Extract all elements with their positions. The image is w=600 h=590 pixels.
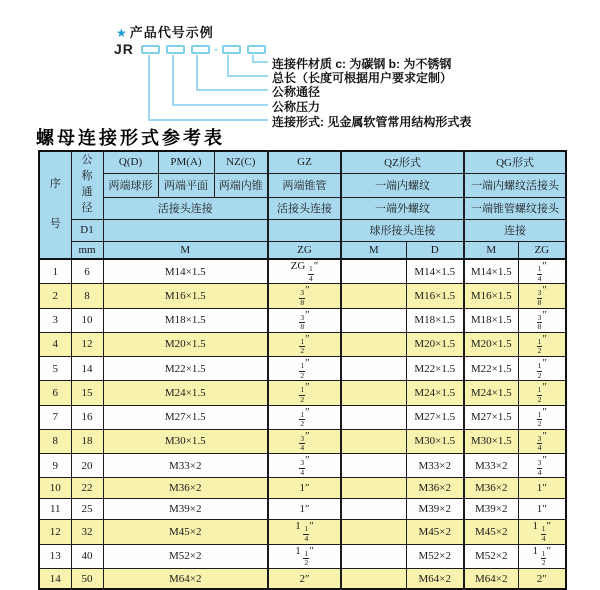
cell-m: M33×2 bbox=[103, 454, 268, 478]
cell-qz-m bbox=[341, 478, 406, 499]
cell-qg-zg: $\frac{1}{4}$ ″ bbox=[518, 259, 566, 284]
cell-qg-m: M22×1.5 bbox=[464, 357, 518, 381]
cell-qz-d: M52×2 bbox=[406, 544, 464, 568]
header-seq: 序号 bbox=[39, 151, 71, 259]
cell-qg-zg: $\frac{1}{2}$ ″ bbox=[518, 357, 566, 381]
header-union-conn: 活接头连接 bbox=[103, 197, 268, 219]
diagram-heading-text: 产品代号示例 bbox=[129, 25, 214, 40]
header-gz-conn: 活接头连接 bbox=[268, 197, 341, 219]
table-row bbox=[39, 520, 566, 544]
header-qz-unit-m: M bbox=[341, 241, 406, 259]
cell-m: M27×1.5 bbox=[103, 405, 268, 429]
cell-dn: 15 bbox=[71, 381, 103, 405]
cell-dn: 40 bbox=[71, 544, 103, 568]
cell-qg-m: M27×1.5 bbox=[464, 405, 518, 429]
nut-connection-table bbox=[38, 150, 567, 590]
header-qg-desc1: 一端内螺纹活接头 bbox=[464, 173, 566, 197]
table-row bbox=[39, 544, 566, 568]
cell-m: M52×2 bbox=[103, 544, 268, 568]
header-pm-desc: 两端平面 bbox=[158, 173, 214, 197]
cell-dn: 18 bbox=[71, 429, 103, 453]
cell-m: M45×2 bbox=[103, 520, 268, 544]
cell-qz-d: M39×2 bbox=[406, 499, 464, 520]
cell-qg-zg: 1″ bbox=[518, 499, 566, 520]
header-qz-desc2: 一端外螺纹 bbox=[341, 197, 464, 219]
cell-gz: $\frac{1}{2}$ ″ bbox=[268, 381, 341, 405]
cell-qg-zg: $\frac{1}{2}$ ″ bbox=[518, 381, 566, 405]
cell-seq: 2 bbox=[39, 284, 71, 308]
cell-m: M22×1.5 bbox=[103, 357, 268, 381]
table-row bbox=[39, 332, 566, 356]
header-qz-unit-d: D bbox=[406, 241, 464, 259]
cell-qg-zg: $\frac{1}{2}$ ″ bbox=[518, 332, 566, 356]
cell-qz-d: M20×1.5 bbox=[406, 332, 464, 356]
diagram-heading bbox=[116, 22, 214, 41]
header-qg-unit-zg: ZG bbox=[518, 241, 566, 259]
header-spacer-gz bbox=[268, 219, 341, 241]
cell-qz-d: M27×1.5 bbox=[406, 405, 464, 429]
cell-qz-d: M64×2 bbox=[406, 568, 464, 589]
code-box-2 bbox=[166, 45, 185, 54]
cell-qg-zg: $\frac{3}{4}$ ″ bbox=[518, 454, 566, 478]
cell-seq: 12 bbox=[39, 520, 71, 544]
cell-qz-m bbox=[341, 357, 406, 381]
header-m-unit: M bbox=[103, 241, 268, 259]
cell-qg-zg: 1 $\frac{1}{2}$ ″ bbox=[518, 544, 566, 568]
header-spacer-m bbox=[103, 219, 268, 241]
cell-qg-zg: 1″ bbox=[518, 478, 566, 499]
cell-dn: 50 bbox=[71, 568, 103, 589]
cell-qg-m: M30×1.5 bbox=[464, 429, 518, 453]
cell-qz-d: M14×1.5 bbox=[406, 259, 464, 284]
leader-line-5 bbox=[252, 55, 268, 63]
label-material: 连接件材质 c: 为碳钢 b: 为不锈钢 bbox=[272, 57, 452, 71]
cell-qg-m: M20×1.5 bbox=[464, 332, 518, 356]
cell-seq: 6 bbox=[39, 381, 71, 405]
table-body bbox=[39, 259, 566, 589]
cell-qg-zg: $\frac{3}{4}$ ″ bbox=[518, 429, 566, 453]
cell-qg-zg: 2″ bbox=[518, 568, 566, 589]
cell-seq: 8 bbox=[39, 429, 71, 453]
cell-qg-m: M36×2 bbox=[464, 478, 518, 499]
cell-gz: 1″ bbox=[268, 478, 341, 499]
header-qg-conn: 连接 bbox=[464, 219, 566, 241]
cell-qg-m: M16×1.5 bbox=[464, 284, 518, 308]
cell-qg-m: M52×2 bbox=[464, 544, 518, 568]
table-row bbox=[39, 381, 566, 405]
cell-qz-m bbox=[341, 381, 406, 405]
header-q-code: Q(D) bbox=[103, 151, 158, 173]
header-qg-unit-m: M bbox=[464, 241, 518, 259]
label-total-length: 总长（长度可根据用户要求定制） bbox=[272, 71, 453, 85]
cell-gz: 1 $\frac{1}{4}$ ″ bbox=[268, 520, 341, 544]
cell-dn: 6 bbox=[71, 259, 103, 284]
cell-dn: 25 bbox=[71, 499, 103, 520]
cell-qz-d: M45×2 bbox=[406, 520, 464, 544]
cell-seq: 10 bbox=[39, 478, 71, 499]
cell-m: M24×1.5 bbox=[103, 381, 268, 405]
cell-qz-m bbox=[341, 520, 406, 544]
cell-seq: 3 bbox=[39, 308, 71, 332]
cell-m: M64×2 bbox=[103, 568, 268, 589]
cell-seq: 14 bbox=[39, 568, 71, 589]
cell-m: M14×1.5 bbox=[103, 259, 268, 284]
table-row bbox=[39, 405, 566, 429]
cell-qz-m bbox=[341, 499, 406, 520]
cell-gz: $\frac{3}{4}$ ″ bbox=[268, 454, 341, 478]
header-qg-desc2: 一端锥管螺纹接头 bbox=[464, 197, 566, 219]
code-dash: - bbox=[213, 42, 218, 56]
cell-m: M18×1.5 bbox=[103, 308, 268, 332]
cell-dn: 10 bbox=[71, 308, 103, 332]
cell-dn: 22 bbox=[71, 478, 103, 499]
table-row bbox=[39, 499, 566, 520]
cell-qz-m bbox=[341, 332, 406, 356]
cell-qg-m: M39×2 bbox=[464, 499, 518, 520]
header-mm: mm bbox=[71, 241, 103, 259]
cell-gz: 1″ bbox=[268, 499, 341, 520]
header-dn: 公称通径 bbox=[71, 151, 103, 219]
cell-seq: 4 bbox=[39, 332, 71, 356]
cell-gz: ZG $\frac{1}{4}$ ″ bbox=[268, 259, 341, 284]
cell-gz: $\frac{3}{8}$ ″ bbox=[268, 308, 341, 332]
cell-qg-m: M14×1.5 bbox=[464, 259, 518, 284]
cell-m: M20×1.5 bbox=[103, 332, 268, 356]
header-q-desc: 两端球形 bbox=[103, 173, 158, 197]
table-title: 螺母连接形式参考表 bbox=[36, 128, 225, 148]
cell-dn: 12 bbox=[71, 332, 103, 356]
header-pm-code: PM(A) bbox=[158, 151, 214, 173]
cell-seq: 1 bbox=[39, 259, 71, 284]
cell-qz-m bbox=[341, 454, 406, 478]
cell-qz-d: M22×1.5 bbox=[406, 357, 464, 381]
cell-seq: 7 bbox=[39, 405, 71, 429]
cell-qg-m: M33×2 bbox=[464, 454, 518, 478]
cell-qz-m bbox=[341, 429, 406, 453]
cell-gz: $\frac{1}{2}$ ″ bbox=[268, 405, 341, 429]
table-row bbox=[39, 454, 566, 478]
star-icon: ★ bbox=[116, 26, 128, 40]
cell-qg-m: M45×2 bbox=[464, 520, 518, 544]
cell-gz: $\frac{1}{2}$ ″ bbox=[268, 332, 341, 356]
cell-qz-m bbox=[341, 568, 406, 589]
code-box-4 bbox=[222, 45, 241, 54]
cell-qg-zg: $\frac{1}{2}$ ″ bbox=[518, 405, 566, 429]
code-box-1 bbox=[141, 45, 160, 54]
cell-m: M39×2 bbox=[103, 499, 268, 520]
label-nominal-diameter: 公称通径 bbox=[272, 85, 321, 99]
table-row bbox=[39, 308, 566, 332]
label-nominal-pressure: 公称压力 bbox=[272, 100, 321, 114]
cell-qz-d: M18×1.5 bbox=[406, 308, 464, 332]
table-row bbox=[39, 259, 566, 284]
code-prefix: JR bbox=[114, 41, 134, 57]
header-gz-unit: ZG bbox=[268, 241, 341, 259]
cell-seq: 5 bbox=[39, 357, 71, 381]
cell-gz: $\frac{3}{4}$ ″ bbox=[268, 429, 341, 453]
cell-qz-m bbox=[341, 405, 406, 429]
header-gz-code: GZ bbox=[268, 151, 341, 173]
cell-qg-zg: $\frac{3}{8}$ ″ bbox=[518, 284, 566, 308]
cell-qg-m: M64×2 bbox=[464, 568, 518, 589]
code-box-5 bbox=[247, 45, 266, 54]
cell-seq: 9 bbox=[39, 454, 71, 478]
cell-qz-d: M33×2 bbox=[406, 454, 464, 478]
cell-dn: 8 bbox=[71, 284, 103, 308]
cell-gz: 1 $\frac{1}{2}$ ″ bbox=[268, 544, 341, 568]
cell-seq: 11 bbox=[39, 499, 71, 520]
cell-gz: $\frac{1}{2}$ ″ bbox=[268, 357, 341, 381]
header-nz-code: NZ(C) bbox=[214, 151, 268, 173]
header-gz-desc: 两端锥管 bbox=[268, 173, 341, 197]
table-row bbox=[39, 429, 566, 453]
cell-qz-m bbox=[341, 284, 406, 308]
cell-qg-m: M18×1.5 bbox=[464, 308, 518, 332]
cell-dn: 16 bbox=[71, 405, 103, 429]
header-qz-desc1: 一端内螺纹 bbox=[341, 173, 464, 197]
header-qg-code: QG形式 bbox=[464, 151, 566, 173]
cell-qz-m bbox=[341, 259, 406, 284]
cell-qz-d: M16×1.5 bbox=[406, 284, 464, 308]
cell-dn: 32 bbox=[71, 520, 103, 544]
header-nz-desc: 两端内锥 bbox=[214, 173, 268, 197]
cell-gz: $\frac{3}{8}$ ″ bbox=[268, 284, 341, 308]
cell-qz-d: M36×2 bbox=[406, 478, 464, 499]
cell-m: M36×2 bbox=[103, 478, 268, 499]
header-qz-code: QZ形式 bbox=[341, 151, 464, 173]
code-box-3 bbox=[191, 45, 210, 54]
cell-dn: 20 bbox=[71, 454, 103, 478]
cell-qz-d: M30×1.5 bbox=[406, 429, 464, 453]
table-row bbox=[39, 357, 566, 381]
header-qz-conn: 球形接头连接 bbox=[341, 219, 464, 241]
cell-qg-zg: 1 $\frac{1}{4}$ ″ bbox=[518, 520, 566, 544]
cell-dn: 14 bbox=[71, 357, 103, 381]
cell-qg-zg: $\frac{3}{8}$ ″ bbox=[518, 308, 566, 332]
cell-qz-d: M24×1.5 bbox=[406, 381, 464, 405]
cell-m: M16×1.5 bbox=[103, 284, 268, 308]
cell-qz-m bbox=[341, 308, 406, 332]
cell-qz-m bbox=[341, 544, 406, 568]
cell-qg-m: M24×1.5 bbox=[464, 381, 518, 405]
table-row bbox=[39, 284, 566, 308]
cell-seq: 13 bbox=[39, 544, 71, 568]
cell-m: M30×1.5 bbox=[103, 429, 268, 453]
cell-gz: 2″ bbox=[268, 568, 341, 589]
table-row bbox=[39, 478, 566, 499]
table-row bbox=[39, 568, 566, 589]
header-d1: D1 bbox=[71, 219, 103, 241]
label-connection-form: 连接形式: 见金属软管常用结构形式表 bbox=[272, 115, 472, 129]
